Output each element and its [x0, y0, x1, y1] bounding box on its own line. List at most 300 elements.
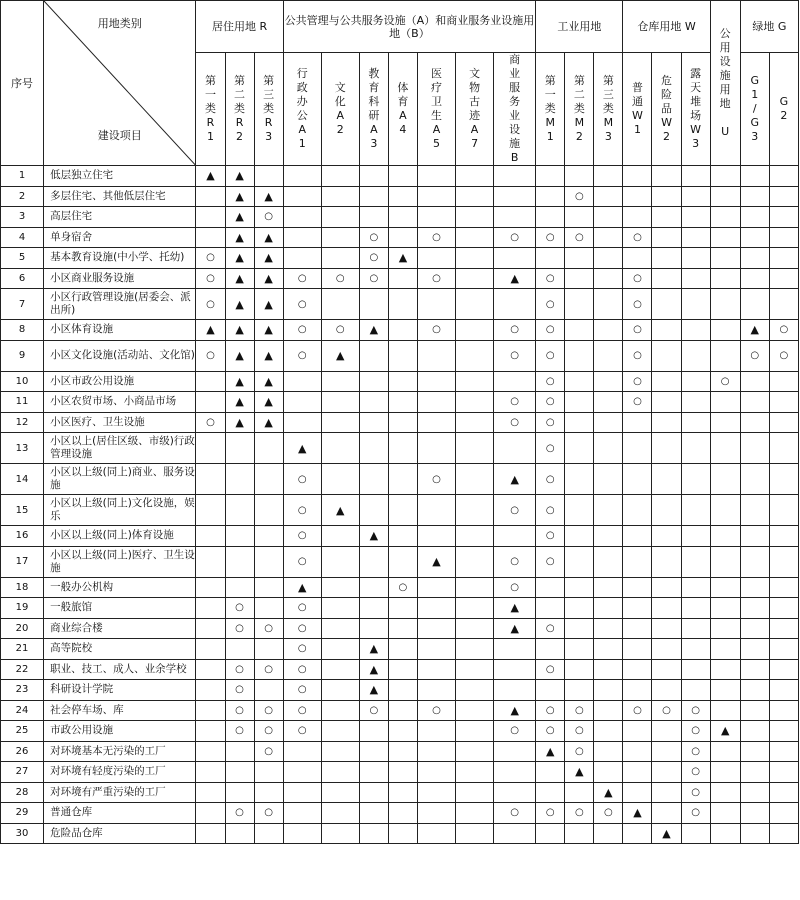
mark-cell: ○	[681, 721, 710, 742]
mark-cell-U	[710, 268, 740, 289]
mark-cell	[594, 762, 623, 783]
mark-cell	[769, 371, 798, 392]
mark-cell	[196, 227, 225, 248]
mark-cell	[388, 268, 417, 289]
mark-cell	[652, 433, 681, 464]
table-row	[1, 680, 799, 701]
mark-cell	[652, 546, 681, 577]
mark-cell	[536, 762, 565, 783]
category-label: 用地类别	[97, 17, 142, 30]
table-row	[1, 433, 799, 464]
mark-cell	[536, 639, 565, 660]
project-name: 小区行政管理设施(居委会、派出所)	[44, 289, 196, 320]
header-group-row	[1, 1, 799, 53]
mark-cell: ▲	[417, 546, 455, 577]
mark-cell: ○	[494, 721, 536, 742]
mark-cell	[456, 464, 494, 495]
row-number: 24	[1, 700, 44, 721]
mark-cell	[769, 546, 798, 577]
mark-cell	[565, 412, 594, 433]
table-row	[1, 166, 799, 187]
mark-cell	[623, 166, 652, 187]
mark-cell: ○	[594, 803, 623, 824]
mark-cell	[769, 721, 798, 742]
mark-cell	[417, 166, 455, 187]
mark-cell	[536, 598, 565, 619]
project-name: 小区市政公用设施	[44, 371, 196, 392]
mark-cell	[254, 546, 283, 577]
mark-cell	[740, 495, 769, 526]
column-header-label: 教 育 科 研 A 3	[368, 67, 380, 150]
mark-cell	[417, 762, 455, 783]
mark-cell: ○	[417, 464, 455, 495]
mark-cell	[740, 392, 769, 413]
mark-cell	[321, 546, 359, 577]
mark-cell	[196, 762, 225, 783]
mark-cell	[652, 495, 681, 526]
mark-cell	[652, 803, 681, 824]
mark-cell	[388, 526, 417, 547]
mark-cell: ○	[623, 371, 652, 392]
mark-cell	[740, 577, 769, 598]
mark-cell-U	[710, 412, 740, 433]
column-header-9	[494, 53, 536, 166]
mark-cell	[652, 639, 681, 660]
mark-cell: ○	[283, 639, 321, 660]
row-number: 6	[1, 268, 44, 289]
mark-cell	[283, 227, 321, 248]
column-header-15	[681, 53, 710, 166]
mark-cell: ▲	[283, 577, 321, 598]
mark-cell	[456, 546, 494, 577]
mark-cell	[417, 289, 455, 320]
column-header-label: 露 天 堆 场 W 3	[690, 67, 702, 150]
mark-cell	[388, 721, 417, 742]
project-name: 小区以上(居住区级、市级)行政管理设施	[44, 433, 196, 464]
mark-cell	[594, 618, 623, 639]
mark-cell: ○	[536, 464, 565, 495]
mark-cell	[388, 803, 417, 824]
mark-cell	[417, 823, 455, 844]
mark-cell	[565, 618, 594, 639]
mark-cell: ○	[359, 700, 388, 721]
mark-cell	[196, 598, 225, 619]
mark-cell	[494, 741, 536, 762]
table-row	[1, 340, 799, 371]
mark-cell: ○	[283, 680, 321, 701]
mark-cell	[652, 412, 681, 433]
mark-cell	[740, 680, 769, 701]
mark-cell	[740, 721, 769, 742]
mark-cell	[681, 248, 710, 269]
mark-cell	[740, 598, 769, 619]
mark-cell	[652, 392, 681, 413]
mark-cell-U	[710, 803, 740, 824]
row-number: 3	[1, 207, 44, 228]
column-header-10	[536, 53, 565, 166]
mark-cell: ○	[536, 495, 565, 526]
mark-cell	[196, 782, 225, 803]
column-header-label: 危 险 品 W 2	[661, 74, 673, 143]
mark-cell-U	[710, 248, 740, 269]
mark-cell	[456, 166, 494, 187]
mark-cell: ▲	[254, 227, 283, 248]
mark-cell	[388, 166, 417, 187]
mark-cell	[388, 392, 417, 413]
mark-cell	[769, 412, 798, 433]
column-header-16	[740, 53, 769, 166]
mark-cell: ▲	[652, 823, 681, 844]
mark-cell	[536, 207, 565, 228]
mark-cell	[769, 227, 798, 248]
mark-cell: ▲	[254, 340, 283, 371]
mark-cell	[359, 577, 388, 598]
mark-cell	[388, 320, 417, 341]
mark-cell: ▲	[740, 320, 769, 341]
mark-cell	[565, 340, 594, 371]
mark-cell: ○	[681, 762, 710, 783]
mark-cell: ○	[283, 464, 321, 495]
mark-cell	[359, 289, 388, 320]
mark-cell	[740, 464, 769, 495]
table-row	[1, 412, 799, 433]
mark-cell	[681, 371, 710, 392]
mark-cell: ▲	[225, 289, 254, 320]
mark-cell-U	[710, 289, 740, 320]
mark-cell: ○	[623, 227, 652, 248]
mark-cell	[740, 803, 769, 824]
mark-cell	[225, 762, 254, 783]
mark-cell	[254, 782, 283, 803]
mark-cell	[321, 618, 359, 639]
column-header-label: G 2	[779, 95, 789, 122]
mark-cell	[740, 823, 769, 844]
mark-cell	[494, 289, 536, 320]
row-number: 22	[1, 659, 44, 680]
column-header-11	[565, 53, 594, 166]
mark-cell	[565, 639, 594, 660]
mark-cell	[283, 741, 321, 762]
mark-cell	[359, 598, 388, 619]
mark-cell	[417, 526, 455, 547]
mark-cell	[417, 721, 455, 742]
mark-cell: ○	[623, 320, 652, 341]
mark-cell: ▲	[254, 412, 283, 433]
table-row	[1, 659, 799, 680]
mark-cell	[565, 598, 594, 619]
mark-cell	[623, 762, 652, 783]
mark-cell	[740, 700, 769, 721]
table-row	[1, 289, 799, 320]
mark-cell	[652, 464, 681, 495]
mark-cell: ○	[283, 721, 321, 742]
mark-cell	[456, 186, 494, 207]
mark-cell	[225, 546, 254, 577]
mark-cell	[769, 495, 798, 526]
column-header-label: 体 育 A 4	[397, 81, 409, 136]
mark-cell: ▲	[225, 340, 254, 371]
column-header-label: 第 三 类 M 3	[602, 74, 614, 143]
row-number: 4	[1, 227, 44, 248]
row-number: 29	[1, 803, 44, 824]
mark-cell	[254, 166, 283, 187]
mark-cell	[623, 433, 652, 464]
row-number: 23	[1, 680, 44, 701]
mark-cell	[565, 166, 594, 187]
mark-cell: ○	[254, 700, 283, 721]
mark-cell-U	[710, 659, 740, 680]
mark-cell	[594, 721, 623, 742]
table-row	[1, 320, 799, 341]
mark-cell	[494, 782, 536, 803]
mark-cell	[196, 546, 225, 577]
mark-cell: ○	[225, 721, 254, 742]
mark-cell: ▲	[254, 392, 283, 413]
column-header-13	[623, 53, 652, 166]
mark-cell	[769, 618, 798, 639]
mark-cell	[283, 412, 321, 433]
mark-cell	[321, 433, 359, 464]
mark-cell	[417, 577, 455, 598]
table-row	[1, 392, 799, 413]
mark-cell	[321, 741, 359, 762]
mark-cell: ○	[359, 248, 388, 269]
project-name: 社会停车场、库	[44, 700, 196, 721]
mark-cell	[536, 186, 565, 207]
column-header-3	[283, 53, 321, 166]
mark-cell	[565, 659, 594, 680]
row-number: 15	[1, 495, 44, 526]
mark-cell	[388, 207, 417, 228]
mark-cell: ○	[494, 320, 536, 341]
row-number: 5	[1, 248, 44, 269]
mark-cell: ○	[283, 340, 321, 371]
column-header-label: 行 政 办 公 A 1	[296, 67, 308, 150]
row-number: 28	[1, 782, 44, 803]
mark-cell: ○	[283, 546, 321, 577]
mark-cell: ○	[225, 700, 254, 721]
mark-cell	[594, 659, 623, 680]
mark-cell	[594, 166, 623, 187]
mark-cell	[594, 741, 623, 762]
mark-cell	[740, 546, 769, 577]
mark-cell: ▲	[225, 248, 254, 269]
mark-cell	[456, 371, 494, 392]
mark-cell: ○	[536, 340, 565, 371]
mark-cell	[321, 762, 359, 783]
mark-cell	[417, 741, 455, 762]
mark-cell	[740, 268, 769, 289]
mark-cell-U: ▲	[710, 721, 740, 742]
mark-cell: ○	[740, 340, 769, 371]
mark-cell	[536, 248, 565, 269]
row-number: 30	[1, 823, 44, 844]
mark-cell: ○	[321, 320, 359, 341]
mark-cell	[254, 433, 283, 464]
mark-cell: ○	[769, 320, 798, 341]
mark-cell: ▲	[359, 320, 388, 341]
mark-cell	[681, 227, 710, 248]
mark-cell	[594, 371, 623, 392]
mark-cell	[417, 371, 455, 392]
mark-cell-U	[710, 433, 740, 464]
mark-cell	[456, 680, 494, 701]
table-row	[1, 371, 799, 392]
mark-cell-U	[710, 526, 740, 547]
mark-cell	[769, 741, 798, 762]
mark-cell: ○	[536, 392, 565, 413]
mark-cell	[652, 782, 681, 803]
mark-cell	[456, 227, 494, 248]
project-name: 小区以上级(同上)商业、服务设施	[44, 464, 196, 495]
mark-cell: ○	[623, 289, 652, 320]
corner-header	[44, 1, 196, 166]
mark-cell	[321, 721, 359, 742]
mark-cell: ○	[565, 186, 594, 207]
mark-cell	[417, 392, 455, 413]
project-name: 普通仓库	[44, 803, 196, 824]
mark-cell	[681, 618, 710, 639]
mark-cell	[652, 762, 681, 783]
utility-header-label: 公 用 设 施 用 地 U	[719, 27, 731, 138]
mark-cell	[417, 618, 455, 639]
mark-cell	[623, 782, 652, 803]
column-header-label: 第 二 类 M 2	[573, 74, 585, 143]
mark-cell	[456, 639, 494, 660]
mark-cell	[769, 166, 798, 187]
mark-cell: ▲	[196, 166, 225, 187]
mark-cell	[254, 495, 283, 526]
mark-cell	[225, 577, 254, 598]
mark-cell	[321, 639, 359, 660]
mark-cell: ▲	[225, 371, 254, 392]
mark-cell	[652, 166, 681, 187]
mark-cell	[652, 320, 681, 341]
mark-cell	[417, 598, 455, 619]
mark-cell	[196, 639, 225, 660]
project-name: 小区体育设施	[44, 320, 196, 341]
mark-cell	[196, 526, 225, 547]
mark-cell	[456, 289, 494, 320]
mark-cell	[388, 340, 417, 371]
mark-cell	[388, 782, 417, 803]
table-row	[1, 268, 799, 289]
mark-cell	[196, 618, 225, 639]
mark-cell	[740, 186, 769, 207]
mark-cell	[681, 823, 710, 844]
table-row	[1, 721, 799, 742]
mark-cell	[681, 207, 710, 228]
mark-cell	[536, 577, 565, 598]
mark-cell	[623, 741, 652, 762]
mark-cell: ○	[494, 392, 536, 413]
project-name: 单身宿舍	[44, 227, 196, 248]
mark-cell	[681, 598, 710, 619]
mark-cell	[456, 721, 494, 742]
mark-cell: ▲	[388, 248, 417, 269]
mark-cell	[254, 598, 283, 619]
mark-cell: ▲	[254, 248, 283, 269]
mark-cell	[494, 680, 536, 701]
mark-cell	[740, 639, 769, 660]
mark-cell	[652, 598, 681, 619]
mark-cell: ○	[321, 268, 359, 289]
mark-cell	[283, 248, 321, 269]
mark-cell	[456, 823, 494, 844]
mark-cell	[623, 618, 652, 639]
mark-cell	[623, 823, 652, 844]
mark-cell	[623, 526, 652, 547]
row-number: 21	[1, 639, 44, 660]
mark-cell	[456, 782, 494, 803]
mark-cell	[652, 741, 681, 762]
seq-header: 序号	[1, 1, 44, 166]
mark-cell	[565, 680, 594, 701]
project-name: 小区以上级(同上)文化设施，娱乐	[44, 495, 196, 526]
mark-cell	[769, 782, 798, 803]
mark-cell	[769, 577, 798, 598]
mark-cell-U: ○	[710, 371, 740, 392]
mark-cell: ○	[565, 803, 594, 824]
mark-cell: ▲	[623, 803, 652, 824]
column-header-1	[225, 53, 254, 166]
mark-cell	[681, 433, 710, 464]
project-name: 小区以上级(同上)医疗、卫生设施	[44, 546, 196, 577]
table-row	[1, 577, 799, 598]
mark-cell-U	[710, 618, 740, 639]
mark-cell	[652, 340, 681, 371]
mark-cell: ○	[494, 495, 536, 526]
mark-cell	[456, 659, 494, 680]
mark-cell	[769, 268, 798, 289]
mark-cell	[740, 412, 769, 433]
column-header-label: 第 一 类 M 1	[544, 74, 556, 143]
table-row	[1, 186, 799, 207]
column-header-label: 第 二 类 R 2	[234, 74, 246, 143]
mark-cell	[456, 803, 494, 824]
project-name: 小区农贸市场、小商品市场	[44, 392, 196, 413]
mark-cell	[283, 166, 321, 187]
mark-cell	[359, 803, 388, 824]
mark-cell	[254, 464, 283, 495]
mark-cell: ○	[254, 207, 283, 228]
table-row	[1, 803, 799, 824]
mark-cell	[456, 741, 494, 762]
mark-cell	[321, 659, 359, 680]
mark-cell	[594, 823, 623, 844]
mark-cell	[740, 248, 769, 269]
mark-cell	[769, 803, 798, 824]
mark-cell	[681, 659, 710, 680]
mark-cell: ▲	[225, 320, 254, 341]
mark-cell: ○	[623, 392, 652, 413]
mark-cell	[388, 598, 417, 619]
mark-cell: ○	[283, 289, 321, 320]
column-header-label: 第 一 类 R 1	[204, 74, 216, 143]
table-row	[1, 639, 799, 660]
mark-cell	[417, 782, 455, 803]
mark-cell	[456, 320, 494, 341]
project-label: 建设项目	[97, 129, 142, 142]
mark-cell: ○	[196, 340, 225, 371]
mark-cell-U	[710, 782, 740, 803]
project-name: 小区文化设施(活动站、文化馆)	[44, 340, 196, 371]
mark-cell	[359, 741, 388, 762]
mark-cell	[681, 639, 710, 660]
mark-cell	[196, 700, 225, 721]
project-name: 一般办公机构	[44, 577, 196, 598]
project-name: 对环境有严重污染的工厂	[44, 782, 196, 803]
